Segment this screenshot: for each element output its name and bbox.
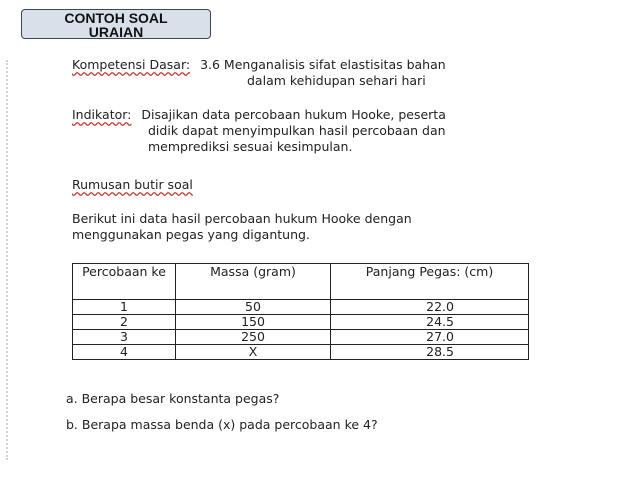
- decorative-dotted-line: [6, 60, 16, 460]
- table-header-cell: Panjang Pegas: (cm): [331, 264, 529, 300]
- table-cell: 250: [176, 330, 331, 345]
- table-cell: 24.5: [331, 315, 529, 330]
- table-cell: 27.0: [331, 330, 529, 345]
- kompetensi-text-line1: 3.6 Menganalisis sifat elastisitas bahan: [200, 57, 446, 72]
- bottom-margin: [22, 451, 628, 479]
- table-cell: 4: [73, 345, 176, 360]
- table-row: [73, 330, 529, 345]
- kompetensi-line1: [72, 57, 446, 73]
- left-margin: [0, 0, 20, 479]
- indikator-label: Indikator:: [72, 107, 132, 122]
- indikator-text-line1: Disajikan data percobaan hukum Hooke, peserta: [141, 107, 446, 122]
- indikator-line1: [72, 107, 446, 123]
- slide-title-box: [21, 9, 211, 39]
- table-cell: 2: [73, 315, 176, 330]
- hooke-data-table: [72, 263, 529, 360]
- slide-title-line1: CONTOH SOAL: [64, 10, 168, 26]
- table-cell: 150: [176, 315, 331, 330]
- document-panel: [22, 41, 628, 451]
- question-b: b. Berapa massa benda (x) pada percobaan ke 4?: [66, 417, 378, 432]
- question-a: a. Berapa besar konstanta pegas?: [66, 391, 280, 406]
- table-row: [73, 345, 529, 360]
- rumusan-heading: Rumusan butir soal: [72, 177, 193, 192]
- table-header-cell: Percobaan ke: [73, 264, 176, 300]
- indikator-text-line3: memprediksi sesuai kesimpulan.: [148, 139, 353, 154]
- table-cell: 22.0: [331, 300, 529, 315]
- table-row: [73, 300, 529, 315]
- intro-line2: menggunakan pegas yang digantung.: [72, 227, 310, 242]
- kompetensi-label: Kompetensi Dasar:: [72, 57, 191, 72]
- table-cell: 1: [73, 300, 176, 315]
- intro-line1: Berikut ini data hasil percobaan hukum Hooke dengan: [72, 211, 412, 226]
- table-header-row: [73, 264, 529, 300]
- kompetensi-text-line2: dalam kehidupan sehari hari: [247, 73, 426, 88]
- slide-title-line2: URAIAN: [88, 24, 144, 40]
- table-cell: X: [176, 345, 331, 360]
- indikator-text-line2: didik dapat menyimpulkan hasil percobaan dan: [148, 123, 446, 138]
- table-cell: 3: [73, 330, 176, 345]
- table-header-cell: Massa (gram): [176, 264, 331, 300]
- table-cell: 50: [176, 300, 331, 315]
- table-cell: 28.5: [331, 345, 529, 360]
- table-row: [73, 315, 529, 330]
